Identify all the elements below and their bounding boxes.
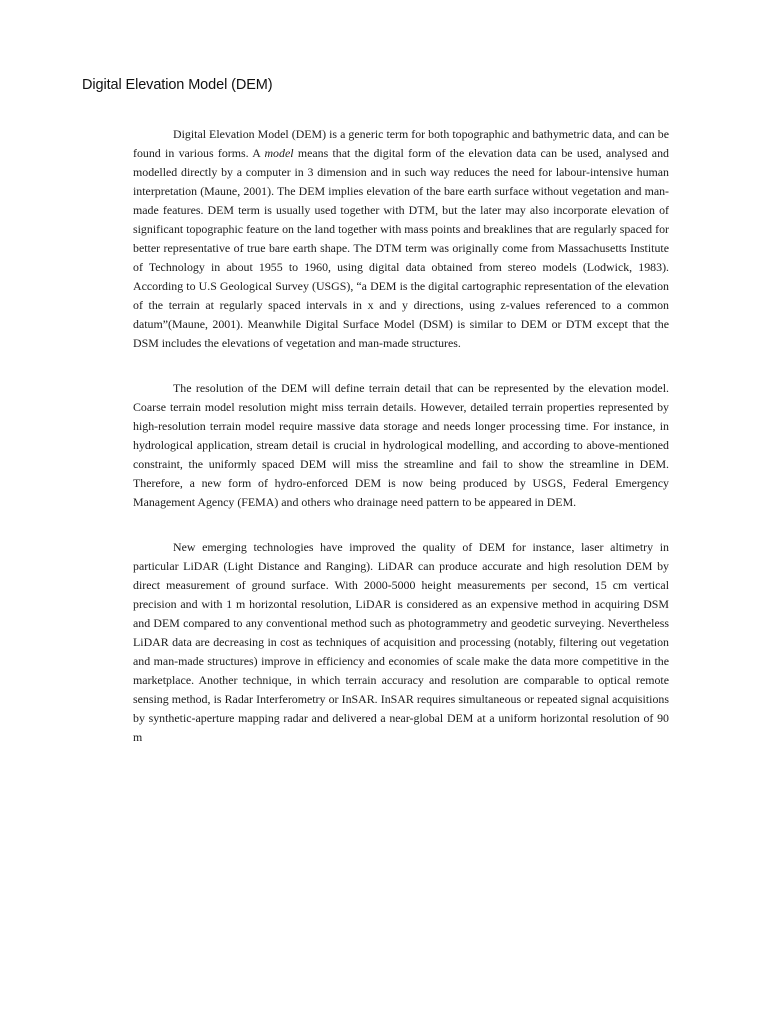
paragraph-dem-definition-emphasis: model	[264, 146, 294, 160]
paragraph-dem-resolution: The resolution of the DEM will define terrain detail that can be represented by the elevation model. Coarse terrain model resolution might miss terrain details. However, detailed terrain properties represented by high-resolution terrain model require massive data storage and needs longer processing time. For instance, in hydrological application, stream detail is crucial in hydrological modelling, and according to above-mentioned constraint, the uniformly spaced DEM will miss the streamline and fail to show the streamline in DEM. Therefore, a new form of hydro-enforced DEM is now being produced by USGS, Federal Emergency Management Agency (FEMA) and others who drainage need pattern to be appeared in DEM.	[133, 381, 669, 509]
paragraph-dem-definition	[133, 125, 669, 353]
document-body	[133, 125, 669, 773]
paragraph-dem-definition-text-end: means that the digital form of the elevation data can be used, analysed and modelled directly by a computer in 3 dimension and in such way reduces the need for labour-intensive human interpretation (Maune, 2001). The DEM implies elevation of the bare earth surface without vegetation and man-made features. DEM term is usually used together with DTM, but the later may also incorporate elevation of significant topographic feature on the land together with mass points and breaklines that are regularly spaced for better representative of true bare earth shape. The DTM term was originally come from Massachusetts Institute of Technology in about 1955 to 1960, using digital data obtained from stereo models (Lodwick, 1983). According to U.S Geological Survey (USGS), “a DEM is the digital cartographic representation of the elevation of the terrain at regularly spaced intervals in x and y directions, using z-values referenced to a common datum”(Maune, 2001). Meanwhile Digital Surface Model (DSM) is similar to DEM or DTM except that the DSM includes the elevations of vegetation and man-made structures.	[133, 146, 669, 350]
paragraph-emerging-technologies: New emerging technologies have improved the quality of DEM for instance, laser altimetry in particular LiDAR (Light Distance and Ranging). LiDAR can produce accurate and high resolution DEM by direct measurement of ground surface. With 2000-5000 height measurements per second, 15 cm vertical precision and with 1 m horizontal resolution, LiDAR is considered as an expensive method in acquiring DSM and DEM compared to any conventional method such as photogrammetry and geodetic surveying. Nevertheless LiDAR data are decreasing in cost as techniques of acquisition and processing (notably, filtering out vegetation and man-made structures) improve in efficiency and economies of scale make the data more competitive in the marketplace. Another technique, in which terrain accuracy and resolution are comparable to optical remote sensing method, is Radar Interferometry or InSAR. InSAR requires simultaneous or repeated signal acquisitions by synthetic-aperture mapping radar and delivered a near-global DEM at a uniform horizontal resolution of 90 m	[133, 540, 669, 744]
paragraph-dem-definition-text-start: Digital Elevation Model (DEM) is a generic term for both topographic and bathymetric data, and can be found in various forms. A	[133, 127, 669, 160]
document-heading: Digital Elevation Model (DEM)	[82, 77, 273, 93]
